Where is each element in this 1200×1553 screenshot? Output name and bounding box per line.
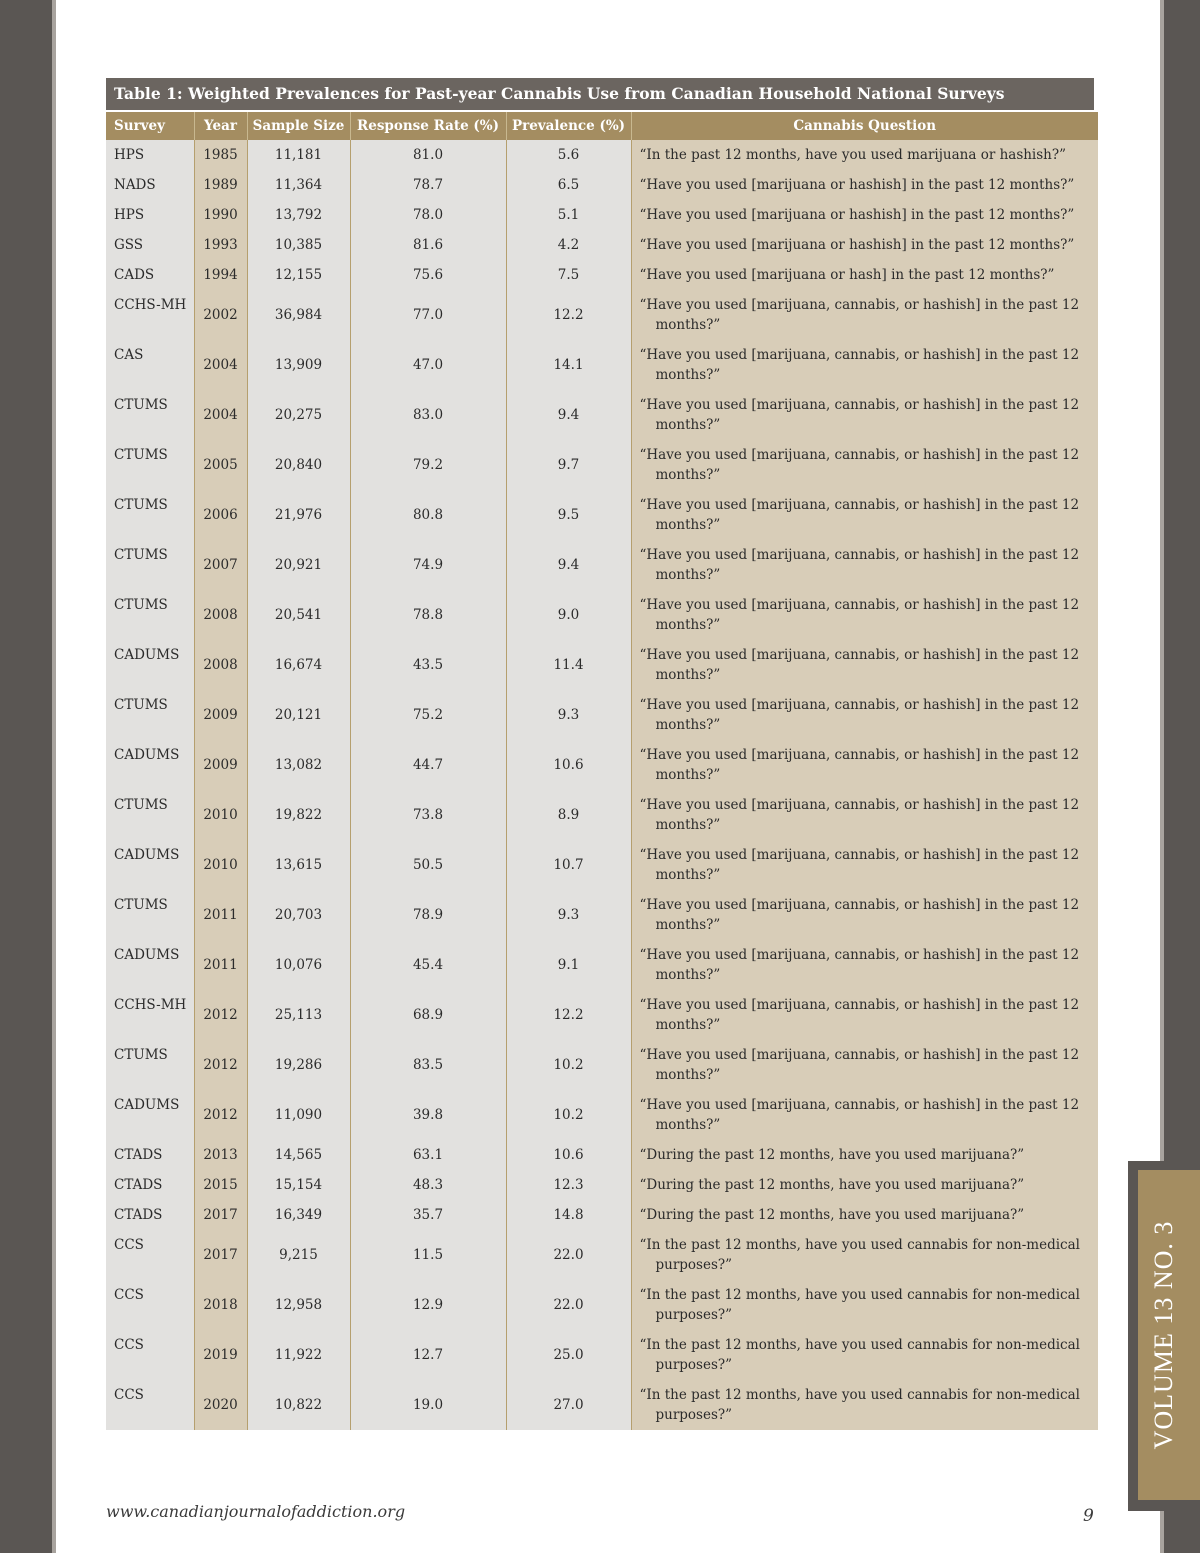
cell-prevalence: 7.5 [506,260,631,290]
table-row [106,390,1098,440]
cell-prevalence: 10.6 [506,740,631,790]
cell-sample-size: 20,921 [247,540,350,590]
cell-year: 1990 [194,200,247,230]
cell-survey: HPS [106,140,194,170]
header-prevalence: Prevalence (%) [506,111,631,140]
cell-response-rate: 43.5 [350,640,506,690]
question-text: “During the past 12 months, have you used marijuana?” [639,1147,1025,1163]
cell-question [631,140,1098,170]
cell-prevalence: 12.2 [506,990,631,1040]
cell-sample-size: 13,615 [247,840,350,890]
cell-year: 2017 [194,1230,247,1280]
cell-year: 2015 [194,1170,247,1200]
cell-sample-size: 20,121 [247,690,350,740]
cell-sample-size: 12,155 [247,260,350,290]
table-row [106,1230,1098,1280]
cell-survey: NADS [106,170,194,200]
cell-year: 2012 [194,1040,247,1090]
cell-question [631,790,1098,840]
table-row [106,1280,1098,1330]
cell-response-rate: 44.7 [350,740,506,790]
cell-response-rate: 73.8 [350,790,506,840]
cell-year: 2012 [194,990,247,1040]
question-text: “Have you used [marijuana, cannabis, or hashish] in the past 12 months?” [639,697,1080,733]
cell-sample-size: 11,922 [247,1330,350,1380]
question-text: “Have you used [marijuana, cannabis, or hashish] in the past 12 months?” [639,347,1080,383]
cell-response-rate: 78.9 [350,890,506,940]
cell-survey: CADUMS [106,740,194,790]
cell-question [631,890,1098,940]
cell-survey: CADUMS [106,840,194,890]
cell-sample-size: 13,792 [247,200,350,230]
cell-survey: CTADS [106,1200,194,1230]
question-text: “During the past 12 months, have you used marijuana?” [639,1207,1025,1223]
cell-survey: GSS [106,230,194,260]
cell-prevalence: 27.0 [506,1380,631,1430]
table-row [106,1170,1098,1200]
question-text: “Have you used [marijuana, cannabis, or hashish] in the past 12 months?” [639,1047,1080,1083]
table-row [106,990,1098,1040]
cell-prevalence: 9.0 [506,590,631,640]
table-row [106,590,1098,640]
header-response-rate: Response Rate (%) [350,111,506,140]
table-row [106,790,1098,840]
question-text: “Have you used [marijuana, cannabis, or hashish] in the past 12 months?” [639,997,1080,1033]
cell-prevalence: 14.1 [506,340,631,390]
question-text: “Have you used [marijuana, cannabis, or hashish] in the past 12 months?” [639,597,1080,633]
cell-sample-size: 10,385 [247,230,350,260]
question-text: “Have you used [marijuana, cannabis, or hashish] in the past 12 months?” [639,447,1080,483]
cell-sample-size: 20,541 [247,590,350,640]
question-text: “Have you used [marijuana or hashish] in the past 12 months?” [639,237,1075,253]
cell-prevalence: 5.1 [506,200,631,230]
cell-survey: CTUMS [106,1040,194,1090]
table-header [106,111,1098,140]
cell-question [631,290,1098,340]
cell-prevalence: 5.6 [506,140,631,170]
cell-survey: CTUMS [106,690,194,740]
cell-response-rate: 11.5 [350,1230,506,1280]
cell-question [631,1140,1098,1170]
cell-survey: CCHS-MH [106,290,194,340]
cell-prevalence: 9.3 [506,690,631,740]
question-text: “Have you used [marijuana or hash] in the past 12 months?” [639,267,1055,283]
cell-prevalence: 9.4 [506,540,631,590]
cell-survey: CADUMS [106,1090,194,1140]
header-cannabis-question: Cannabis Question [631,111,1098,140]
cell-sample-size: 11,181 [247,140,350,170]
question-text: “In the past 12 months, have you used cannabis for non-medical purposes?” [639,1237,1080,1273]
cell-response-rate: 45.4 [350,940,506,990]
header-year: Year [194,111,247,140]
cell-prevalence: 4.2 [506,230,631,260]
cell-sample-size: 19,286 [247,1040,350,1090]
cell-year: 1989 [194,170,247,200]
cell-year: 2017 [194,1200,247,1230]
table-row [106,940,1098,990]
cell-sample-size: 20,840 [247,440,350,490]
page-number: 9 [1083,1506,1094,1526]
cell-question [631,690,1098,740]
cell-sample-size: 11,090 [247,1090,350,1140]
question-text: “During the past 12 months, have you used marijuana?” [639,1177,1025,1193]
cell-year: 2019 [194,1330,247,1380]
cell-question [631,1330,1098,1380]
cell-year: 2002 [194,290,247,340]
cell-sample-size: 20,703 [247,890,350,940]
cell-survey: HPS [106,200,194,230]
cell-survey: CCS [106,1330,194,1380]
cell-sample-size: 9,215 [247,1230,350,1280]
question-text: “In the past 12 months, have you used cannabis for non-medical purposes?” [639,1287,1080,1323]
cell-question [631,1090,1098,1140]
table-container [106,78,1098,1430]
question-text: “Have you used [marijuana, cannabis, or hashish] in the past 12 months?” [639,847,1080,883]
cell-response-rate: 78.0 [350,200,506,230]
cell-survey: CADUMS [106,940,194,990]
cell-year: 2011 [194,890,247,940]
table-row [106,260,1098,290]
question-text: “In the past 12 months, have you used cannabis for non-medical purposes?” [639,1337,1080,1373]
cell-year: 1993 [194,230,247,260]
cell-prevalence: 22.0 [506,1280,631,1330]
cell-prevalence: 14.8 [506,1200,631,1230]
cell-sample-size: 19,822 [247,790,350,840]
cell-response-rate: 47.0 [350,340,506,390]
question-text: “Have you used [marijuana, cannabis, or hashish] in the past 12 months?” [639,497,1080,533]
cell-response-rate: 39.8 [350,1090,506,1140]
question-text: “Have you used [marijuana, cannabis, or hashish] in the past 12 months?” [639,297,1080,333]
table-row [106,1330,1098,1380]
cell-year: 2005 [194,440,247,490]
question-text: “Have you used [marijuana, cannabis, or hashish] in the past 12 months?” [639,747,1080,783]
cell-response-rate: 83.0 [350,390,506,440]
cell-year: 2009 [194,740,247,790]
cell-question [631,170,1098,200]
cell-question [631,590,1098,640]
cell-response-rate: 80.8 [350,490,506,540]
cell-survey: CTUMS [106,540,194,590]
cell-question [631,230,1098,260]
cell-response-rate: 19.0 [350,1380,506,1430]
cell-response-rate: 74.9 [350,540,506,590]
cell-year: 2009 [194,690,247,740]
cell-sample-size: 13,909 [247,340,350,390]
cell-question [631,1380,1098,1430]
cell-sample-size: 13,082 [247,740,350,790]
cell-prevalence: 9.3 [506,890,631,940]
cell-question [631,340,1098,390]
question-text: “Have you used [marijuana, cannabis, or hashish] in the past 12 months?” [639,797,1080,833]
question-text: “Have you used [marijuana, cannabis, or hashish] in the past 12 months?” [639,547,1080,583]
cell-question [631,1200,1098,1230]
cell-sample-size: 12,958 [247,1280,350,1330]
cell-survey: CTUMS [106,490,194,540]
cell-sample-size: 25,113 [247,990,350,1040]
cell-survey: CTUMS [106,440,194,490]
cell-prevalence: 25.0 [506,1330,631,1380]
table-row [106,200,1098,230]
cell-survey: CCS [106,1280,194,1330]
cell-survey: CTADS [106,1140,194,1170]
cell-question [631,990,1098,1040]
table-row [106,540,1098,590]
cell-prevalence: 12.2 [506,290,631,340]
cell-year: 2006 [194,490,247,540]
question-text: “Have you used [marijuana or hashish] in the past 12 months?” [639,207,1075,223]
cell-prevalence: 22.0 [506,1230,631,1280]
cell-sample-size: 14,565 [247,1140,350,1170]
cell-prevalence: 10.6 [506,1140,631,1170]
cell-question [631,740,1098,790]
table-row [106,170,1098,200]
left-frame-bar [0,0,52,1553]
cell-question [631,540,1098,590]
question-text: “In the past 12 months, have you used marijuana or hashish?” [639,147,1067,163]
table-row [106,140,1098,170]
cell-prevalence: 12.3 [506,1170,631,1200]
cell-prevalence: 8.9 [506,790,631,840]
cell-year: 2007 [194,540,247,590]
cell-response-rate: 78.8 [350,590,506,640]
table-title: Table 1: Weighted Prevalences for Past-year Cannabis Use from Canadian Household National Surveys [106,78,1094,110]
question-text: “Have you used [marijuana, cannabis, or hashish] in the past 12 months?” [639,947,1080,983]
cell-question [631,440,1098,490]
cell-year: 2008 [194,640,247,690]
table-row [106,290,1098,340]
cell-prevalence: 9.1 [506,940,631,990]
cell-response-rate: 75.2 [350,690,506,740]
table-body [106,140,1098,1430]
cell-survey: CADS [106,260,194,290]
cell-survey: CCS [106,1230,194,1280]
table-row [106,1140,1098,1170]
cell-question [631,1170,1098,1200]
cell-sample-size: 15,154 [247,1170,350,1200]
table-row [106,1200,1098,1230]
volume-label: VOLUME 13 NO. 3 [1149,1220,1178,1450]
cell-sample-size: 10,822 [247,1380,350,1430]
cell-sample-size: 20,275 [247,390,350,440]
cell-question [631,940,1098,990]
cell-sample-size: 11,364 [247,170,350,200]
cell-survey: CCHS-MH [106,990,194,1040]
cell-prevalence: 9.7 [506,440,631,490]
cell-year: 2018 [194,1280,247,1330]
cell-prevalence: 11.4 [506,640,631,690]
left-frame-line [52,0,56,1553]
table-row [106,1380,1098,1430]
cell-question [631,640,1098,690]
cell-year: 2010 [194,790,247,840]
cell-response-rate: 68.9 [350,990,506,1040]
cell-question [631,200,1098,230]
cell-response-rate: 63.1 [350,1140,506,1170]
table-row [106,340,1098,390]
table-row [106,1040,1098,1090]
cell-response-rate: 12.7 [350,1330,506,1380]
cell-year: 2004 [194,340,247,390]
cell-response-rate: 35.7 [350,1200,506,1230]
cell-sample-size: 16,349 [247,1200,350,1230]
question-text: “Have you used [marijuana, cannabis, or hashish] in the past 12 months?” [639,1097,1080,1133]
prevalence-table [106,110,1098,1430]
cell-response-rate: 48.3 [350,1170,506,1200]
cell-response-rate: 75.6 [350,260,506,290]
question-text: “Have you used [marijuana, cannabis, or hashish] in the past 12 months?” [639,647,1080,683]
table-row [106,230,1098,260]
cell-response-rate: 83.5 [350,1040,506,1090]
cell-survey: CTADS [106,1170,194,1200]
table-row [106,490,1098,540]
cell-response-rate: 78.7 [350,170,506,200]
table-row [106,440,1098,490]
table-row [106,740,1098,790]
question-text: “Have you used [marijuana, cannabis, or hashish] in the past 12 months?” [639,397,1080,433]
cell-response-rate: 81.6 [350,230,506,260]
header-sample-size: Sample Size [247,111,350,140]
cell-year: 2008 [194,590,247,640]
cell-year: 2012 [194,1090,247,1140]
table-row [106,1090,1098,1140]
cell-prevalence: 6.5 [506,170,631,200]
header-survey: Survey [106,111,194,140]
cell-survey: CTUMS [106,790,194,840]
cell-year: 1994 [194,260,247,290]
table-row [106,840,1098,890]
cell-question [631,260,1098,290]
cell-year: 2013 [194,1140,247,1170]
table-row [106,890,1098,940]
cell-question [631,840,1098,890]
question-text: “Have you used [marijuana or hashish] in the past 12 months?” [639,177,1075,193]
question-text: “In the past 12 months, have you used cannabis for non-medical purposes?” [639,1387,1080,1423]
cell-response-rate: 79.2 [350,440,506,490]
cell-sample-size: 16,674 [247,640,350,690]
cell-prevalence: 9.5 [506,490,631,540]
cell-prevalence: 9.4 [506,390,631,440]
cell-survey: CTUMS [106,590,194,640]
cell-survey: CTUMS [106,890,194,940]
cell-prevalence: 10.7 [506,840,631,890]
table-row [106,690,1098,740]
cell-question [631,1230,1098,1280]
cell-survey: CCS [106,1380,194,1430]
cell-sample-size: 36,984 [247,290,350,340]
cell-year: 2020 [194,1380,247,1430]
cell-response-rate: 50.5 [350,840,506,890]
cell-sample-size: 21,976 [247,490,350,540]
table-row [106,640,1098,690]
cell-sample-size: 10,076 [247,940,350,990]
cell-survey: CTUMS [106,390,194,440]
cell-response-rate: 12.9 [350,1280,506,1330]
cell-question [631,490,1098,540]
cell-prevalence: 10.2 [506,1090,631,1140]
question-text: “Have you used [marijuana, cannabis, or hashish] in the past 12 months?” [639,897,1080,933]
cell-year: 2011 [194,940,247,990]
cell-survey: CADUMS [106,640,194,690]
cell-question [631,1280,1098,1330]
cell-response-rate: 81.0 [350,140,506,170]
cell-year: 1985 [194,140,247,170]
cell-year: 2004 [194,390,247,440]
cell-survey: CAS [106,340,194,390]
cell-response-rate: 77.0 [350,290,506,340]
footer-url: www.canadianjournalofaddiction.org [106,1502,406,1521]
cell-question [631,390,1098,440]
cell-prevalence: 10.2 [506,1040,631,1090]
cell-question [631,1040,1098,1090]
cell-year: 2010 [194,840,247,890]
